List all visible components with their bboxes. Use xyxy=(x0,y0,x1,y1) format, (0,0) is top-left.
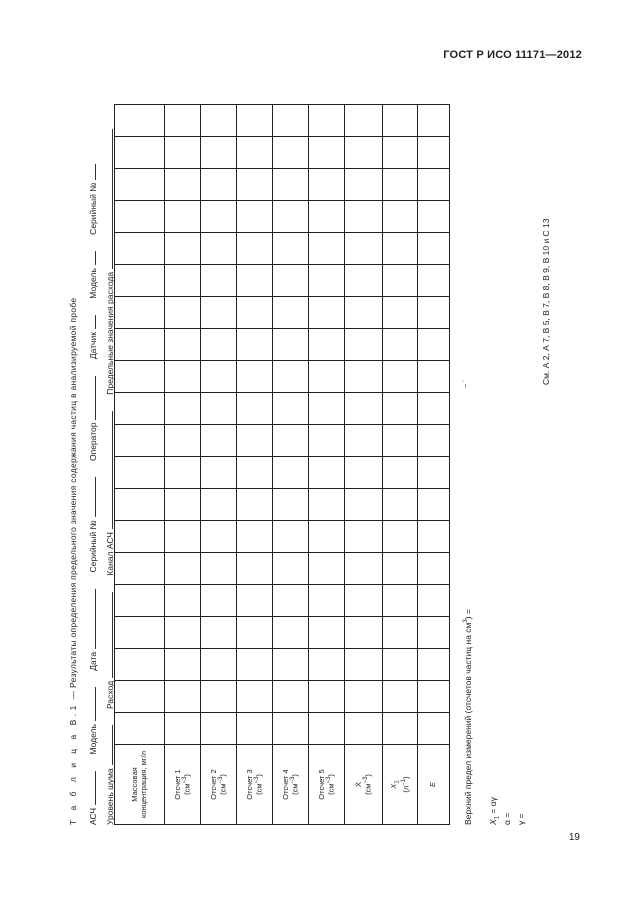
rotated-table-section xyxy=(68,95,588,825)
table-cell xyxy=(115,137,165,169)
table-cell xyxy=(115,297,165,329)
table-cell xyxy=(201,489,237,521)
table-cell xyxy=(115,425,165,457)
table-cell xyxy=(237,265,273,297)
field-operator-label: Оператор xyxy=(88,422,98,462)
table-cell xyxy=(345,201,383,233)
caption-text: — Результаты определения предельного значения содержания частиц в анализируемой пробе xyxy=(68,297,78,700)
table-row xyxy=(309,105,345,825)
table-cell xyxy=(273,393,309,425)
table-cell xyxy=(383,425,418,457)
table-cell xyxy=(309,553,345,585)
upper-limit-line xyxy=(463,609,473,825)
table-cell xyxy=(201,329,237,361)
table-cell xyxy=(273,489,309,521)
table-row xyxy=(383,105,418,825)
field-noise-label: Уровень шума xyxy=(105,768,115,825)
table-cell xyxy=(165,649,201,681)
table-cell xyxy=(115,265,165,297)
table-cell xyxy=(418,265,450,297)
table-cell xyxy=(383,329,418,361)
table-cell xyxy=(273,169,309,201)
row-label: $X_1$ $(л^{-1})$ xyxy=(383,745,418,825)
row-label: Отсчет 2 $(см^{-3})$ xyxy=(201,745,237,825)
table-cell xyxy=(201,457,237,489)
table-cell xyxy=(115,201,165,233)
table-cell xyxy=(201,361,237,393)
table-cell xyxy=(345,297,383,329)
table-cell xyxy=(115,553,165,585)
table-cell xyxy=(237,681,273,713)
table-cell xyxy=(273,201,309,233)
table-cell xyxy=(165,265,201,297)
table-cell xyxy=(165,617,201,649)
reference-note: См. А 2, А 7, В 5, В 7, В 8, В 9, В 10 и С 13 xyxy=(541,218,551,385)
table-cell xyxy=(345,649,383,681)
table-cell xyxy=(201,681,237,713)
table-cell xyxy=(345,233,383,265)
table-cell xyxy=(345,713,383,745)
table-cell xyxy=(345,489,383,521)
table-cell xyxy=(165,105,201,137)
table-cell xyxy=(115,489,165,521)
table-cell xyxy=(115,105,165,137)
table-cell xyxy=(165,553,201,585)
table-row xyxy=(237,105,273,825)
table-cell xyxy=(165,521,201,553)
table-cell xyxy=(345,521,383,553)
row-label: E xyxy=(418,745,450,825)
table-cell xyxy=(115,233,165,265)
table-cell xyxy=(345,425,383,457)
table-cell xyxy=(237,329,273,361)
formula-sub: 1 xyxy=(494,815,501,820)
table-cell xyxy=(237,713,273,745)
table-cell xyxy=(273,553,309,585)
table-cell xyxy=(383,233,418,265)
field-flow-limits-label: Предельные значения расхода xyxy=(105,271,115,395)
table-cell xyxy=(383,489,418,521)
table-cell xyxy=(165,713,201,745)
table-cell xyxy=(418,425,450,457)
table-cell xyxy=(165,137,201,169)
table-cell xyxy=(165,457,201,489)
table-cell xyxy=(273,521,309,553)
document-id: ГОСТ Р ИСО 11171—2012 xyxy=(443,49,582,61)
table-cell xyxy=(309,361,345,393)
table-cell xyxy=(309,681,345,713)
table-cell xyxy=(237,137,273,169)
table-cell xyxy=(383,105,418,137)
field-flow-label: Расход xyxy=(105,680,115,709)
table-cell xyxy=(418,169,450,201)
table-cell xyxy=(309,457,345,489)
table-cell xyxy=(309,329,345,361)
table-caption xyxy=(68,298,78,825)
table-cell xyxy=(201,649,237,681)
table-cell xyxy=(273,457,309,489)
table-cell xyxy=(115,617,165,649)
table-cell xyxy=(383,585,418,617)
table-cell xyxy=(383,265,418,297)
table-cell xyxy=(309,201,345,233)
field-model-label: Модель xyxy=(88,724,98,755)
table-cell xyxy=(165,361,201,393)
table-cell xyxy=(418,585,450,617)
table-cell xyxy=(201,169,237,201)
table-cell xyxy=(273,233,309,265)
table-cell xyxy=(418,105,450,137)
table-cell xyxy=(237,361,273,393)
table-cell xyxy=(345,681,383,713)
formula-rhs: = αγ xyxy=(488,797,498,814)
table-cell xyxy=(345,393,383,425)
table-cell xyxy=(273,585,309,617)
table-row xyxy=(165,105,201,825)
table-cell xyxy=(345,457,383,489)
table-cell xyxy=(115,393,165,425)
field-serial2-label: Серийный № xyxy=(88,182,98,235)
table-cell xyxy=(309,137,345,169)
table-cell xyxy=(273,297,309,329)
table-cell xyxy=(165,681,201,713)
table-cell xyxy=(273,681,309,713)
table-cell xyxy=(237,521,273,553)
table-cell xyxy=(418,713,450,745)
table-cell xyxy=(383,681,418,713)
table-cell xyxy=(273,617,309,649)
table-cell xyxy=(383,649,418,681)
table-cell xyxy=(201,297,237,329)
table-cell xyxy=(165,393,201,425)
table-cell xyxy=(309,521,345,553)
table-cell xyxy=(115,521,165,553)
table-row xyxy=(115,105,165,825)
row-label: Отсчет 1 $(см^{-3})$ xyxy=(165,745,201,825)
table-cell xyxy=(237,457,273,489)
table-cell xyxy=(115,457,165,489)
table-cell xyxy=(418,521,450,553)
table-cell xyxy=(309,617,345,649)
table-cell xyxy=(309,297,345,329)
table-cell xyxy=(345,329,383,361)
table-cell xyxy=(345,361,383,393)
table-cell xyxy=(418,201,450,233)
table-cell xyxy=(201,233,237,265)
table-cell xyxy=(237,105,273,137)
table-cell xyxy=(201,617,237,649)
row-label: Отсчет 5 $(см^{-3})$ xyxy=(309,745,345,825)
table-cell xyxy=(418,457,450,489)
fields-row-1 xyxy=(87,150,98,825)
table-cell xyxy=(309,713,345,745)
upper-limit-end: ) = xyxy=(463,609,473,620)
table-cell xyxy=(237,201,273,233)
field-date-label: Дата xyxy=(88,651,98,671)
table-cell xyxy=(237,617,273,649)
table-cell xyxy=(201,521,237,553)
table-cell xyxy=(383,297,418,329)
table-cell xyxy=(418,553,450,585)
table-cell xyxy=(201,425,237,457)
table-cell xyxy=(201,201,237,233)
table-cell xyxy=(418,617,450,649)
table-cell xyxy=(418,649,450,681)
field-channel-label: Канал АСЧ xyxy=(105,532,115,576)
table-cell xyxy=(237,169,273,201)
table-cell xyxy=(165,329,201,361)
table-cell xyxy=(273,137,309,169)
table-cell xyxy=(345,105,383,137)
table-cell xyxy=(383,169,418,201)
table-cell xyxy=(237,393,273,425)
table-cell xyxy=(418,393,450,425)
table-cell xyxy=(309,649,345,681)
formula-line xyxy=(488,797,501,825)
table-cell xyxy=(418,681,450,713)
table-cell xyxy=(237,649,273,681)
table-cell xyxy=(165,201,201,233)
table-cell xyxy=(309,105,345,137)
table-cell xyxy=(165,425,201,457)
table-cell xyxy=(115,649,165,681)
upper-limit-text: Верхний предел измерений (отсчетов частиц на см xyxy=(463,622,473,825)
table-cell xyxy=(237,233,273,265)
table-cell xyxy=(418,297,450,329)
table-cell xyxy=(309,265,345,297)
table-cell xyxy=(201,265,237,297)
table-cell xyxy=(165,297,201,329)
table-cell xyxy=(273,425,309,457)
row-label: Массовая концентрация, мг/л xyxy=(115,745,165,825)
tick-marks: ~ ´ xyxy=(463,379,470,388)
table-row xyxy=(273,105,309,825)
table-cell xyxy=(273,105,309,137)
field-asch-label: АСЧ xyxy=(88,807,98,825)
table-cell xyxy=(165,169,201,201)
table-row xyxy=(418,105,450,825)
table-cell xyxy=(309,393,345,425)
table-cell xyxy=(418,329,450,361)
alpha-line: α = xyxy=(502,812,512,825)
table-cell xyxy=(345,617,383,649)
upper-limit-exp: 3 xyxy=(463,619,470,623)
table-cell xyxy=(273,265,309,297)
table-cell xyxy=(345,137,383,169)
table-cell xyxy=(273,713,309,745)
table-cell xyxy=(115,329,165,361)
table-cell xyxy=(345,553,383,585)
table-cell xyxy=(201,713,237,745)
table-cell xyxy=(383,521,418,553)
field-serial-label: Серийный № xyxy=(88,520,98,573)
table-cell xyxy=(383,361,418,393)
row-label: Отсчет 3 $(см^{-3})$ xyxy=(237,745,273,825)
page-number: 19 xyxy=(568,832,580,843)
table-cell xyxy=(115,713,165,745)
table-cell xyxy=(383,457,418,489)
table-cell xyxy=(309,585,345,617)
table-cell xyxy=(383,713,418,745)
table-cell xyxy=(309,425,345,457)
table-cell xyxy=(345,585,383,617)
formula-lhs: X xyxy=(488,819,498,825)
field-model2-label: Модель xyxy=(88,268,98,299)
field-sensor-label: Датчик xyxy=(88,332,98,360)
gamma-line: γ = xyxy=(516,813,526,825)
table-cell xyxy=(165,585,201,617)
row-label: X̄ $(см^{-3})$ xyxy=(345,745,383,825)
table-cell xyxy=(383,393,418,425)
table-cell xyxy=(273,329,309,361)
table-cell xyxy=(309,169,345,201)
table-cell xyxy=(201,137,237,169)
row-label: Отсчет 4 $(см^{-3})$ xyxy=(273,745,309,825)
table-cell xyxy=(273,649,309,681)
table-cell xyxy=(115,681,165,713)
table-cell xyxy=(418,361,450,393)
table-cell xyxy=(237,489,273,521)
table-cell xyxy=(418,137,450,169)
table-cell xyxy=(418,489,450,521)
table-cell xyxy=(201,585,237,617)
table-cell xyxy=(418,233,450,265)
table-cell xyxy=(237,585,273,617)
table-cell xyxy=(201,393,237,425)
table-cell xyxy=(383,201,418,233)
table-cell xyxy=(273,361,309,393)
table-cell xyxy=(237,425,273,457)
table-cell xyxy=(383,617,418,649)
table-cell xyxy=(309,233,345,265)
table-cell xyxy=(115,169,165,201)
table-cell xyxy=(345,265,383,297)
caption-prefix: Т а б л и ц а В.1 xyxy=(68,702,78,825)
table-cell xyxy=(309,489,345,521)
table-cell xyxy=(115,585,165,617)
table-row xyxy=(345,105,383,825)
table-cell xyxy=(201,105,237,137)
table-cell xyxy=(383,553,418,585)
table-cell xyxy=(345,169,383,201)
results-table xyxy=(114,104,450,825)
table-cell xyxy=(115,361,165,393)
table-cell xyxy=(383,137,418,169)
table-cell xyxy=(165,489,201,521)
table-cell xyxy=(165,233,201,265)
table-cell xyxy=(237,553,273,585)
table-row xyxy=(201,105,237,825)
table-cell xyxy=(201,553,237,585)
table-cell xyxy=(237,297,273,329)
